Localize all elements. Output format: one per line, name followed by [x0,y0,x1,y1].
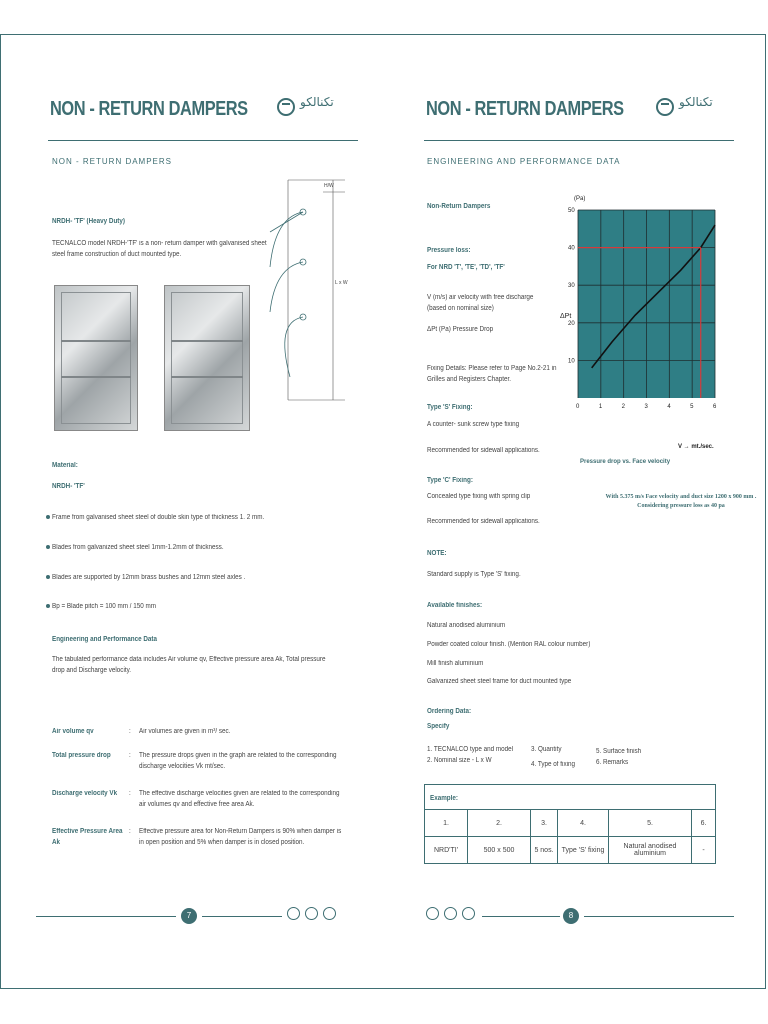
certification-icon [426,907,439,920]
diagram-hw-label: H/W [324,183,334,189]
y-tick-label: 30 [568,283,575,290]
ul-certification-icon [323,907,336,920]
bullet-icon [46,545,50,549]
def-colon: : [129,752,131,759]
brand-logo-icon [277,98,295,116]
chart-title: Pressure drop vs. Face velocity [580,459,671,465]
specify-label: Specify [427,723,450,730]
example-header-box [424,784,716,810]
finishes-heading: Available finishes: [427,602,483,609]
material-bullet: Blades from galvanized sheet steel 1mm-1.2mm of thickness. [52,544,224,551]
certification-icon [305,907,318,920]
order-item: 4. Type of fixing [531,761,576,768]
certification-icon [287,907,300,920]
table-header-cell: 4. [558,810,609,837]
def-term: Total pressure drop [52,752,111,759]
y-tick-label: 10 [568,358,575,365]
y-tick-label: 50 [568,208,575,214]
order-item: 5. Surface finish [596,748,642,755]
example-table [424,809,716,864]
def-term: Discharge velocity Vk [52,790,118,797]
performance-chart [558,190,738,480]
material-bullet: Bp = Blade pitch = 100 mm / 150 mm [52,603,157,610]
diagram-lw-label: L x W [335,280,348,286]
brand-logo-icon [656,98,674,116]
chart-y-unit: (Pa) [574,196,586,202]
table-header-cell: 5. [609,810,692,837]
def-colon: : [129,828,131,835]
table-header-cell: 2. [468,810,531,837]
section-heading: NON - RETURN DAMPERS [52,157,173,166]
table-cell: 500 x 500 [468,837,531,864]
def-colon: : [129,728,131,735]
model-heading: NRDH- 'TF' (Heavy Duty) [52,218,126,225]
damper-photo-front [54,285,138,431]
table-header-cell: 6. [692,810,716,837]
x-tick-label: 0 [576,404,580,410]
order-item: 6. Remarks [596,759,629,766]
def-desc: Air volumes are given in m³/ sec. [139,728,231,735]
section-heading: ENGINEERING AND PERFORMANCE DATA [427,157,621,166]
footer-rule [584,916,734,917]
material-model: NRDH- 'TF' [52,483,85,490]
x-tick-label: 3 [644,404,648,410]
nrd-label: Non-Return Dampers [427,203,491,210]
material-heading: Material: [52,462,78,469]
type-c-heading: Type 'C' Fixing: [427,477,473,484]
bullet-icon [46,515,50,519]
finish-item: Galvanized sheet steel frame for duct mounted type [427,678,572,685]
def-term: Effective Pressure Area Ak [52,828,123,846]
finish-item: Natural anodised aluminium [427,622,506,629]
table-cell: Type 'S' fixing [558,837,609,864]
material-bullet: Frame from galvanised sheet steel of double skin type of thickness 1. 2 mm. [52,514,265,521]
y-tick-label: 40 [568,245,575,252]
page-title-left: NON - RETURN DAMPERS [50,98,248,120]
finish-item: Mill finish aluminium [427,660,484,667]
bullet-icon [46,604,50,608]
chart-note: With 5.375 m/s Face velocity and duct size 1200 x 900 mm . Considering pressure loss as 40 pa [605,494,757,509]
note-heading: NOTE: [427,550,447,557]
table-cell: NRD'TI' [425,837,468,864]
table-cell: Natural anodised aluminium [609,837,692,864]
x-tick-label: 4 [667,404,671,410]
type-c-desc: Concealed type fixing with spring clip [427,493,531,500]
page-number-right: 8 [563,908,579,924]
table-row [425,810,716,837]
x-tick-label: 5 [690,404,694,410]
table-header-cell: 3. [531,810,558,837]
ordering-heading: Ordering Data: [427,708,472,715]
chart-x-ticks [576,404,717,410]
x-tick-label: 2 [621,404,626,410]
header-rule [48,140,358,141]
footer-rule [482,916,560,917]
damper-diagram [255,172,355,412]
pressure-loss-heading: Pressure loss: [427,247,471,254]
table-cell: 5 nos. [531,837,558,864]
certification-icon [444,907,457,920]
x-tick-label: 1 [598,404,603,410]
type-s-desc: A counter- sunk screw type fixing [427,421,520,428]
def-term: Air volume qv [52,728,94,735]
type-s-heading: Type 'S' Fixing: [427,404,473,411]
eng-heading: Engineering and Performance Data [52,636,158,643]
header-rule [424,140,734,141]
brand-arabic: تكنالكو [679,95,713,109]
def-desc: The effective discharge velocities given are related to the corresponding air volumes qv and effective free area Ak. [139,790,340,808]
brand-arabic: تكنالكو [300,95,334,109]
chart-x-label: V → mt./sec. [678,444,714,450]
order-item: 3. Quantity [531,746,562,753]
page-number-left: 7 [181,908,197,924]
for-nrd: For NRD 'T', 'TE', 'TD', 'TF' [427,264,505,271]
fixing-details: Fixing Details: Please refer to Page No.2-21 in Grilles and Registers Chapter. [427,365,557,383]
bullet-icon [46,575,50,579]
dp-description: ΔPt (Pa) Pressure Drop [427,326,494,333]
order-item: 2. Nominal size - L x W [427,757,492,764]
eng-text: The tabulated performance data includes Air volume qv, Effective pressure area Ak, Total pressure drop and Discharge velocity. [52,656,326,674]
table-row [425,837,716,864]
table-cell: - [692,837,716,864]
chart-y-label: ΔPt [560,313,572,320]
note-text: Standard supply is Type 'S' fixing. [427,571,521,578]
example-label: Example: [430,795,459,802]
rec-sidewall: Recommended for sidewall applications. [427,518,540,525]
material-bullet: Blades are supported by 12mm brass bushes and 12mm steel axles . [52,574,246,581]
footer-rule [36,916,176,917]
page-title-right: NON - RETURN DAMPERS [426,98,624,120]
rec-sidewall: Recommended for sidewall applications. [427,447,540,454]
finish-item: Powder coated colour finish. (Mention RAL colour number) [427,641,591,648]
def-desc: The pressure drops given in the graph are related to the corresponding discharge velocities Vk mt/sec. [139,752,337,770]
y-tick-label: 20 [568,320,575,327]
x-tick-label: 6 [713,404,717,410]
damper-photo-angled [164,285,250,431]
ul-certification-icon [462,907,475,920]
v-description: V (m/s) air velocity with free discharge (based on nominal size) [427,294,534,312]
table-header-cell: 1. [425,810,468,837]
def-colon: : [129,790,131,797]
model-description: TECNALCO model NRDH-'TF' is a non- return damper with galvanised sheet steel frame construction of duct mounted type. [52,240,267,258]
order-item: 1. TECNALCO type and model [427,746,514,753]
footer-rule [202,916,282,917]
def-desc: Effective pressure area for Non-Return Dampers is 90% when damper is in open position and 5% when damper is in closed position. [139,828,342,846]
chart-y-ticks [568,208,575,364]
